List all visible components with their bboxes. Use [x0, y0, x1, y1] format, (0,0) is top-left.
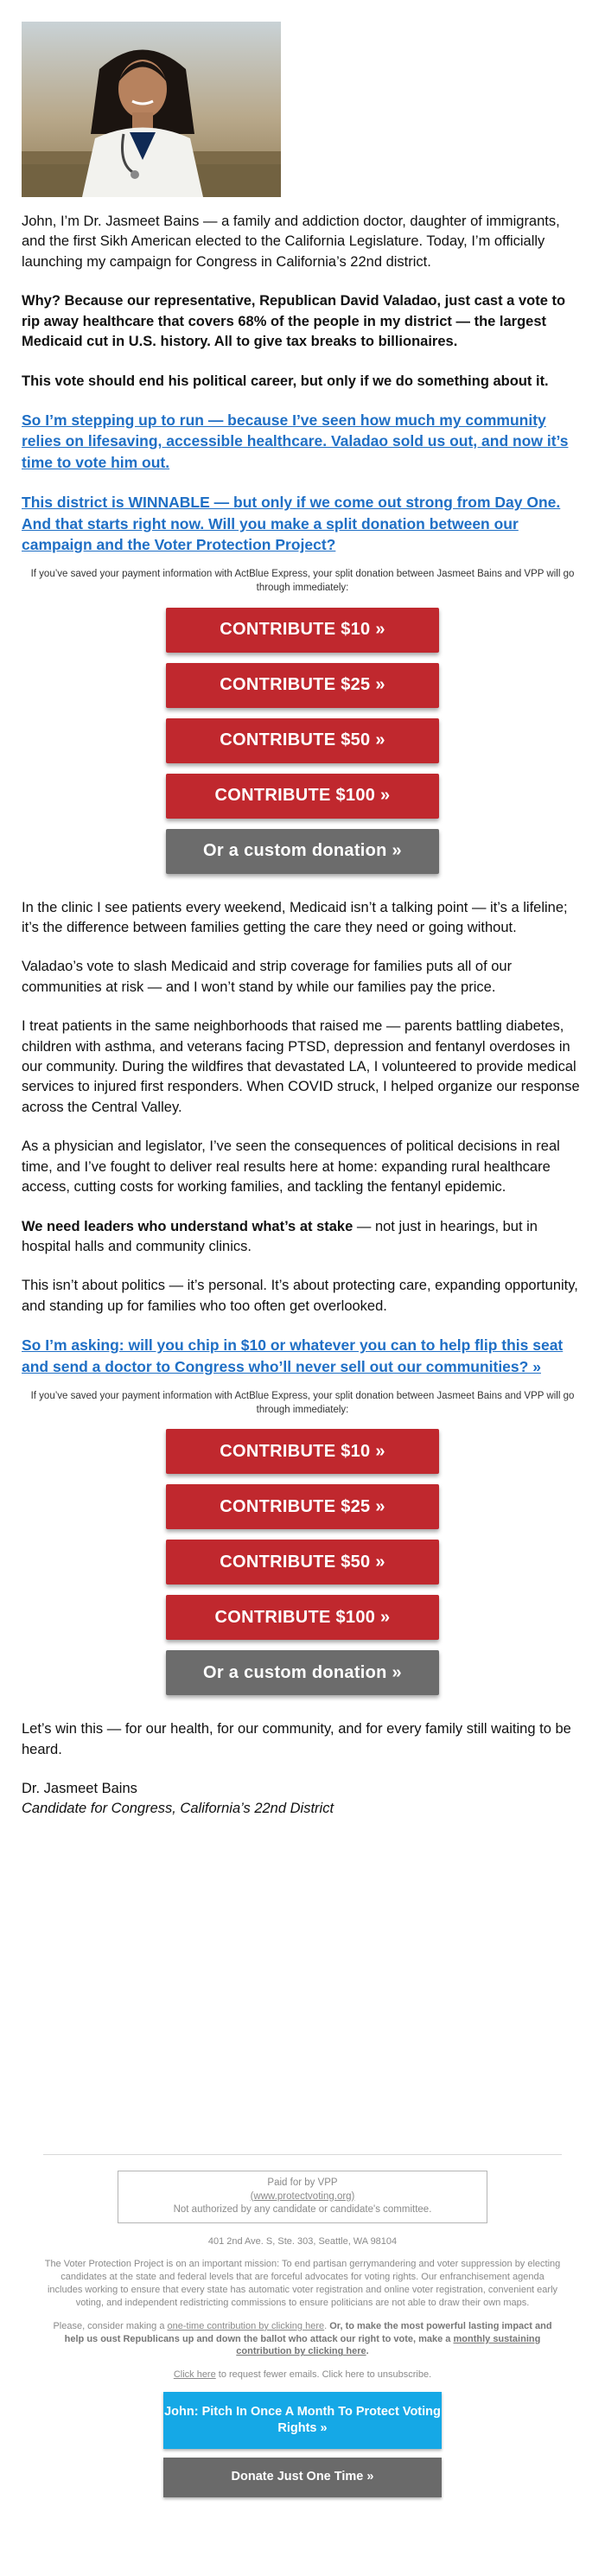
run-link[interactable]: So I’m stepping up to run — because I’ve seen how much my community relies on lifesaving, accessible healthcare. Valadao sold us out, and now it’s time to vote him out.	[22, 411, 569, 471]
contribute-50-button[interactable]: CONTRIBUTE $50 »	[166, 1540, 439, 1584]
contribute-25-button[interactable]: CONTRIBUTE $25 »	[166, 1484, 439, 1529]
leaders-rest: — not just in hearings, but in hospital halls and community clinics.	[22, 1218, 538, 1254]
treat-paragraph: I treat patients in the same neighborhoods that raised me — parents battling diabetes, children with asthma, and veterans facing PTSD, depression and fentanyl overdoses in our community. During the wildfires that devastated LA, I volunteered to provide medical services to injured first responders. When COVID struck, I helped organize our response across the Central Valley.	[22, 1018, 580, 1115]
donation-buttons-top	[22, 608, 583, 874]
footer-address: 401 2nd Ave. S, Ste. 303, Seattle, WA 98104	[207, 2235, 398, 2247]
monthly-donate-button[interactable]: John: Pitch In Once A Month To Protect Voting Rights »	[163, 2392, 442, 2449]
actblue-note-2: If you’ve saved your payment information with ActBlue Express, your split donation between Jasmeet Bains and VPP will go through immediately:	[30, 1391, 575, 1415]
paid-by: Paid for by VPP	[267, 2177, 338, 2188]
signature-title: Candidate for Congress, California’s 22nd District	[22, 1801, 334, 1817]
clinic-paragraph: In the clinic I see patients every weekend, Medicaid isn’t a talking point — it’s a lifeline; it’s the difference between families getting the care they need or going without.	[22, 899, 568, 935]
footer-mission: The Voter Protection Project is on an important mission: To end partisan gerrymandering and voter suppression by electing candidates at the state and federal levels that are forceful advocates for voting rights. Our enfranchisement agenda includes working to ensure that every state has automatic voter registration and online voter registration, convenient early voting, and independent redistricting commissions to ensure politicians are not able to draw their own maps.	[44, 2259, 561, 2308]
why-paragraph: Why? Because our representative, Republican David Valadao, just cast a vote to rip away healthcare that covers 68% of the people in my district — the largest Medicaid cut in U.S. history. All to give tax breaks to billionaires.	[22, 293, 566, 350]
contribute-25-button[interactable]: CONTRIBUTE $25 »	[166, 663, 439, 708]
career-paragraph: This vote should end his political career, but only if we do something about it.	[22, 373, 549, 389]
actblue-note: If you’ve saved your payment information with ActBlue Express, your split donation between Jasmeet Bains and VPP will go through immediately:	[30, 569, 575, 593]
slash-paragraph: Valadao’s vote to slash Medicaid and strip coverage for families puts all of our communities at risk — and I won’t stand by while our families pay the price.	[22, 959, 513, 995]
footer-unsubscribe	[43, 2369, 562, 2382]
contribute-100-button[interactable]: CONTRIBUTE $100 »	[166, 1595, 439, 1640]
contribute-50-button[interactable]: CONTRIBUTE $50 »	[166, 718, 439, 763]
fewer-text: to request fewer emails. Click here to unsubscribe.	[215, 2369, 432, 2381]
donation-buttons-bottom	[22, 1429, 583, 1695]
contribute-10-button[interactable]: CONTRIBUTE $10 »	[166, 1429, 439, 1474]
winnable-link[interactable]: This district is WINNABLE — but only if we come out strong from Day One. And that starts right now. Will you make a split donation between our campaign and the Voter Protection Project?	[22, 494, 561, 554]
leaders-bold: We need leaders who understand what’s at stake	[22, 1218, 353, 1234]
consider-sep: .	[324, 2320, 330, 2331]
fewer-emails-link[interactable]: Click here	[173, 2369, 216, 2381]
ask-link[interactable]: So I’m asking: will you chip in $10 or whatever you can to help flip this seat and send a doctor to Congress who’ll never sell out our communities? »	[22, 1336, 564, 1375]
physician-paragraph: As a physician and legislator, I’ve seen the consequences of political decisions in real time, and I’ve fought to deliver real results here at home: expanding rural healthcare access, cutting costs for working families, and tackling the fentanyl epidemic.	[22, 1138, 560, 1196]
consider-period: .	[366, 2346, 369, 2357]
footer-consider	[43, 2320, 562, 2359]
win-paragraph: Let’s win this — for our health, for our community, and for every family still waiting to be heard.	[22, 1721, 571, 1757]
not-authorized: Not authorized by any candidate or candidate's committee.	[173, 2204, 432, 2216]
paid-url-link[interactable]: (www.protectvoting.org)	[250, 2190, 355, 2202]
monthly-link[interactable]: monthly sustaining contribution by clicking here	[236, 2333, 541, 2357]
intro-paragraph: John, I’m Dr. Jasmeet Bains — a family and addiction doctor, daughter of immigrants, and the first Sikh American elected to the California Legislature. Today, I’m officially launching my campaign for Congress in California’s 22nd district.	[22, 214, 560, 270]
footer	[43, 2154, 562, 2506]
paid-for-box	[118, 2171, 487, 2223]
footer-divider	[43, 2154, 562, 2155]
one-time-donate-button[interactable]: Donate Just One Time »	[163, 2458, 442, 2497]
custom-donation-button[interactable]: Or a custom donation »	[166, 1650, 439, 1695]
personal-paragraph: This isn’t about politics — it’s personal. It’s about protecting care, expanding opportunity, and standing up for families who too often get overlooked.	[22, 1278, 578, 1314]
signature	[22, 1779, 583, 1819]
contribute-10-button[interactable]: CONTRIBUTE $10 »	[166, 608, 439, 653]
consider-text: Please, consider making a	[53, 2320, 168, 2331]
candidate-photo	[22, 22, 281, 197]
custom-donation-button[interactable]: Or a custom donation »	[166, 829, 439, 874]
leaders-paragraph	[22, 1217, 583, 1258]
one-time-link[interactable]: one-time contribution by clicking here	[167, 2320, 325, 2331]
contribute-100-button[interactable]: CONTRIBUTE $100 »	[166, 774, 439, 819]
signature-name: Dr. Jasmeet Bains	[22, 1780, 137, 1796]
consider-bold: Or, to make the most powerful lasting impact and help us oust Republicans up and down the ballot who attack our right to vote, make a	[64, 2320, 552, 2344]
letter-content	[22, 212, 583, 1819]
